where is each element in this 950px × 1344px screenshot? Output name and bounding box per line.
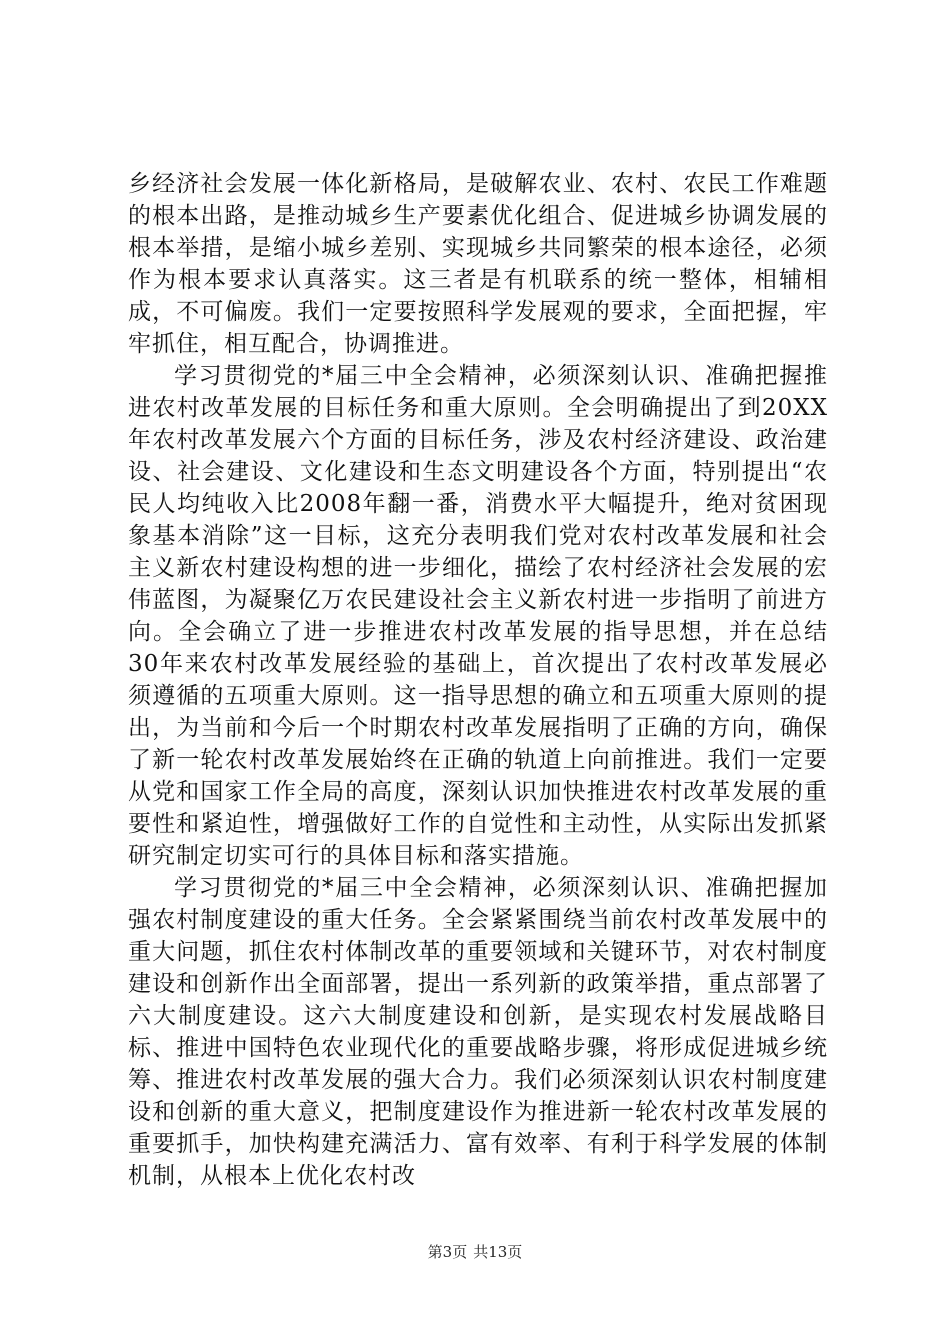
page-total: 共13页	[473, 1243, 523, 1261]
page-number: 第3页	[427, 1243, 468, 1261]
paragraph-goals-principles: 学习贯彻党的*届三中全会精神，必须深刻认识、准确把握推进农村改革发展的目标任务和重大原则。全会明确提出了到20XX年农村改革发展六个方面的目标任务，涉及农村经济建设、政治建设、社会建设、文化建设和生态文明建设各个方面，特别提出“农民人均纯收入比2008年翻一番，消费水平大幅提升，绝对贫困现象基本消除”这一目标，这充分表明我们党对农村改革发展和社会主义新农村建设构想的进一步细化，描绘了农村经济社会发展的宏伟蓝图，为凝聚亿万农民建设社会主义新农村进一步指明了前进方向。全会确立了进一步推进农村改革发展的指导思想，并在总结30年来农村改革发展经验的基础上，首次提出了农村改革发展必须遵循的五项重大原则。这一指导思想的确立和五项重大原则的提出，为当前和今后一个时期农村改革发展指明了正确的方向，确保了新一轮农村改革发展始终在正确的轨道上向前推进。我们一定要从党和国家工作全局的高度，深刻认识加快推进农村改革发展的重要性和紧迫性，增强做好工作的自觉性和主动性，从实际出发抓紧研究制定切实可行的具体目标和落实措施。	[128, 363, 828, 869]
paragraph-institution-building: 学习贯彻党的*届三中全会精神，必须深刻认识、准确把握加强农村制度建设的重大任务。全会紧紧围绕当前农村改革发展中的重大问题，抓住农村体制改革的重要领域和关键环节，对农村制度建设和创新作出全面部署，提出一系列新的政策举措，重点部署了六大制度建设。这六大制度建设和创新，是实现农村发展战略目标、推进中国特色农业现代化的重要战略步骤，将形成促进城乡统筹、推进农村改革发展的强大合力。我们必须深刻认识农村制度建设和创新的重大意义，把制度建设作为推进新一轮农村改革发展的重要抓手，加快构建充满活力、富有效率、有利于科学发展的体制机制，从根本上优化农村改	[128, 875, 828, 1189]
paragraph-continued: 乡经济社会发展一体化新格局，是破解农业、农村、农民工作难题的根本出路，是推动城乡生产要素优化组合、促进城乡协调发展的根本举措，是缩小城乡差别、实现城乡共同繁荣的根本途径，必须作为根本要求认真落实。这三者是有机联系的统一整体，相辅相成，不可偏废。我们一定要按照科学发展观的要求，全面把握，牢牢抓住，相互配合，协调推进。	[128, 171, 828, 357]
document-body	[128, 168, 828, 1192]
page-footer	[0, 1242, 950, 1262]
